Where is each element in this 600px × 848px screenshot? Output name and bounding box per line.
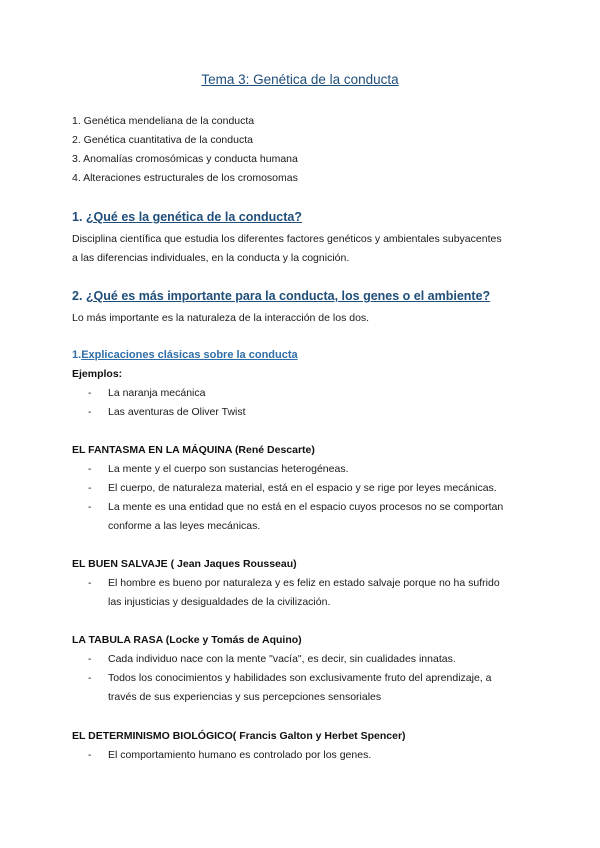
bullet-dash: - <box>88 406 92 418</box>
list-item: Todos los conocimientos y habilidades son exclusivamente fruto del aprendizaje, a <box>108 672 492 684</box>
question-2-heading <box>72 289 490 303</box>
section-heading-salvaje: EL BUEN SALVAJE ( Jean Jaques Rousseau) <box>72 558 297 570</box>
bullet-dash: - <box>88 672 92 684</box>
paragraph-line: Disciplina científica que estudia los diferentes factores genéticos y ambientales subyacentes <box>72 233 502 245</box>
paragraph-line: a las diferencias individuales, en la conducta y la cognición. <box>72 252 350 264</box>
explicaciones-number: 1. <box>72 349 82 361</box>
page-title: Tema 3: Genética de la conducta <box>201 72 399 87</box>
question-2-link[interactable]: ¿Qué es más importante para la conducta, los genes o el ambiente? <box>85 289 491 303</box>
list-item: El cuerpo, de naturaleza material, está en el espacio y se rige por leyes mecánicas. <box>108 482 497 494</box>
ejemplos-label: Ejemplos: <box>72 368 123 380</box>
bullet-dash: - <box>88 482 92 494</box>
list-item-continuation: través de sus experiencias y sus percepciones sensoriales <box>108 691 382 703</box>
question-2-number: 2. <box>72 289 86 303</box>
list-item: Las aventuras de Oliver Twist <box>108 406 246 418</box>
bullet-dash: - <box>88 749 92 761</box>
toc-item: 2. Genética cuantitativa de la conducta <box>72 134 253 146</box>
question-1-number: 1. <box>72 210 86 224</box>
paragraph-line: Lo más importante es la naturaleza de la interacción de los dos. <box>72 312 370 324</box>
question-1-link[interactable]: ¿Qué es la genética de la conducta? <box>85 210 302 224</box>
bullet-dash: - <box>88 577 92 589</box>
list-item: La mente es una entidad que no está en el espacio cuyos procesos no se comportan <box>108 501 504 513</box>
list-item: La naranja mecánica <box>108 387 206 399</box>
section-heading-fantasma: EL FANTASMA EN LA MÁQUINA (René Descarte) <box>72 444 315 456</box>
toc-item: 1. Genética mendeliana de la conducta <box>72 115 255 127</box>
list-item: El hombre es bueno por naturaleza y es feliz en estado salvaje porque no ha sufrido <box>108 577 500 589</box>
bullet-dash: - <box>88 501 92 513</box>
list-item-continuation: conforme a las leyes mecánicas. <box>108 520 261 532</box>
list-item-continuation: las injusticias y desigualdades de la civilización. <box>108 596 331 608</box>
list-item: El comportamiento humano es controlado por los genes. <box>108 749 372 761</box>
toc-item: 4. Alteraciones estructurales de los cromosomas <box>72 172 298 184</box>
list-item: Cada individuo nace con la mente "vacía", es decir, sin cualidades innatas. <box>108 653 456 665</box>
explicaciones-link[interactable]: Explicaciones clásicas sobre la conducta <box>81 349 298 361</box>
section-heading-determinismo: EL DETERMINISMO BIOLÓGICO( Francis Galton y Herbet Spencer) <box>72 730 406 742</box>
question-1-heading <box>72 210 302 224</box>
toc-item: 3. Anomalías cromosómicas y conducta humana <box>72 153 298 165</box>
list-item: La mente y el cuerpo son sustancias heterogéneas. <box>108 463 349 475</box>
section-heading-tabula: LA TABULA RASA (Locke y Tomás de Aquino) <box>72 634 302 646</box>
bullet-dash: - <box>88 463 92 475</box>
explicaciones-heading <box>72 349 298 361</box>
bullet-dash: - <box>88 387 92 399</box>
bullet-dash: - <box>88 653 92 665</box>
